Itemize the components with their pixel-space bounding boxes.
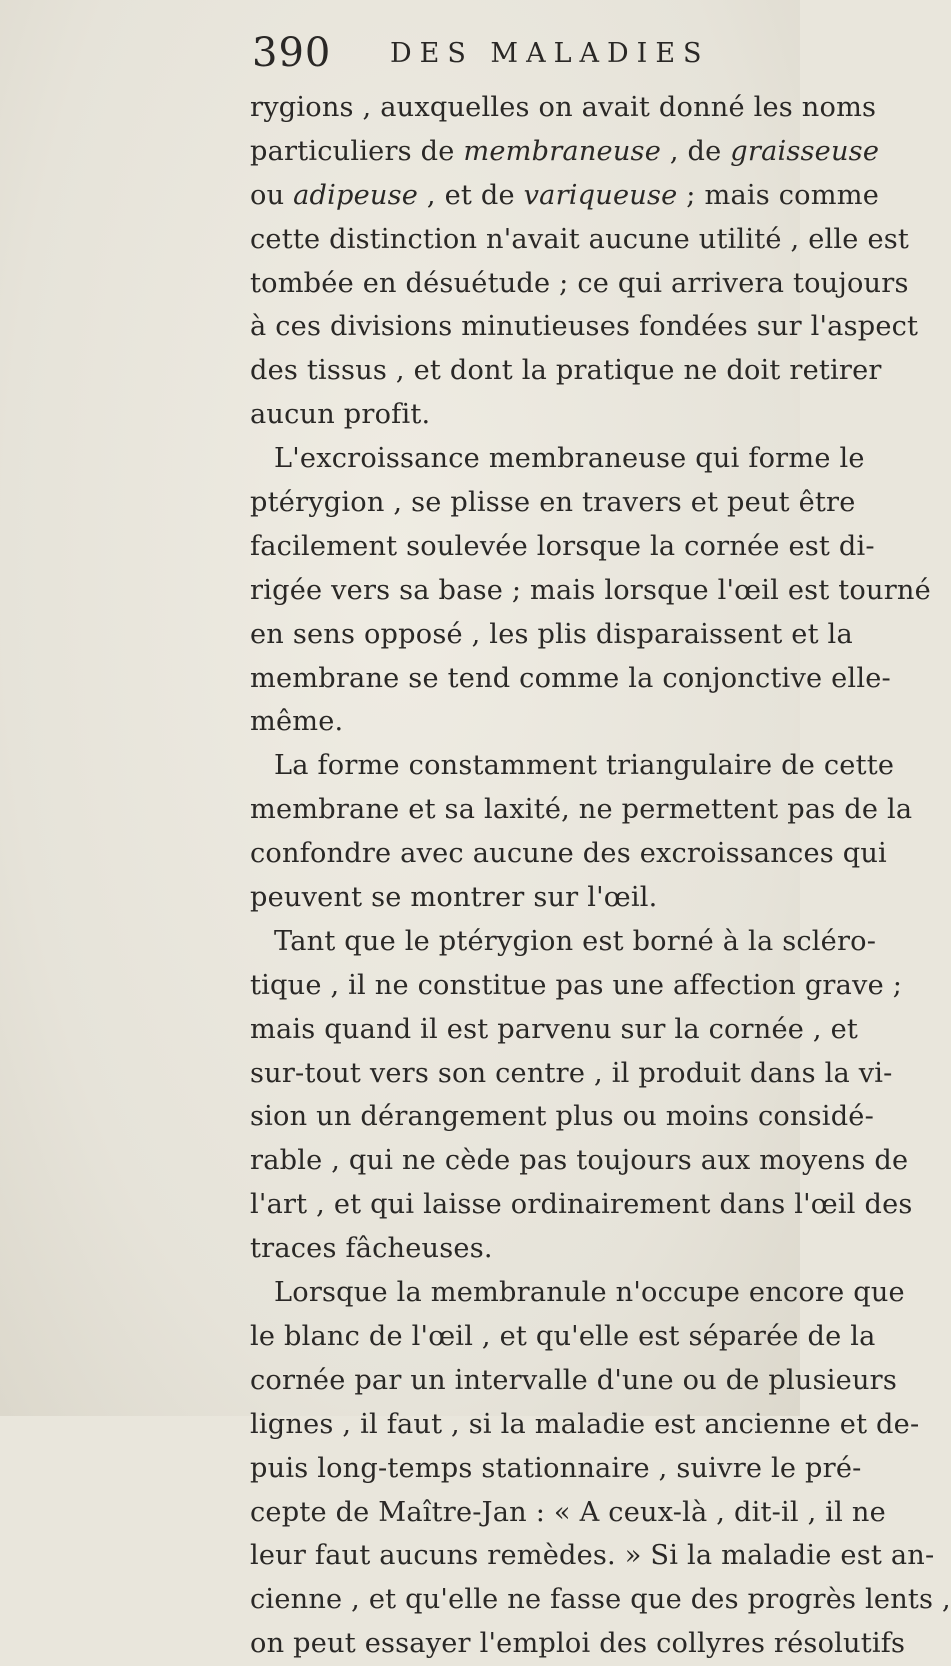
text-line [250, 1447, 862, 1491]
text-line [250, 1622, 906, 1666]
text-line [250, 1315, 876, 1359]
text-line [250, 700, 772, 744]
text-line [250, 393, 772, 437]
text-line [250, 218, 910, 262]
text-line [250, 1578, 951, 1622]
italic-term: graisseuse [730, 135, 880, 167]
text-run: confondre avec aucune des excroissances qui [250, 838, 887, 870]
text-run: cette distinction n'avait aucune utilité , elle est [250, 223, 910, 255]
running-head [0, 30, 800, 80]
text-run: rigée vers sa base ; mais lorsque l'œil est tourné [250, 574, 931, 606]
text-run: , et de [418, 179, 524, 211]
text-run: particuliers de [250, 135, 464, 167]
text-line [250, 744, 895, 788]
text-run: l'art , et qui laisse ordinairement dans l'œil des [250, 1189, 913, 1221]
text-line [250, 1271, 905, 1315]
text-line [250, 437, 865, 481]
text-run: tombée en désuétude ; ce qui arrivera toujours [250, 267, 909, 299]
text-run: le blanc de l'œil , et qu'elle est séparée de la [250, 1320, 876, 1352]
text-line [250, 876, 772, 920]
text-run: L'excroissance membraneuse qui forme le [274, 443, 865, 475]
text-run: rable , qui ne cède pas toujours aux moyens de [250, 1145, 909, 1177]
italic-term: variqueuse [523, 179, 678, 211]
text-run: lignes , il faut , si la maladie est ancienne et de- [250, 1408, 920, 1440]
text-run: Tant que le ptérygion est borné à la scléro- [274, 925, 877, 957]
text-line [250, 964, 903, 1008]
text-line [250, 1403, 920, 1447]
text-run: cienne , et qu'elle ne fasse que des progrès lents , [250, 1584, 951, 1616]
body-text [250, 86, 951, 1666]
text-line [250, 788, 913, 832]
text-line [250, 86, 877, 130]
text-line [250, 262, 909, 306]
text-line [250, 1052, 893, 1096]
text-run: cornée par un intervalle d'une ou de plusieurs [250, 1364, 898, 1396]
text-run: à ces divisions minutieuses fondées sur l'aspect [250, 311, 919, 343]
text-run: en sens opposé , les plis disparaissent et la [250, 618, 853, 650]
text-line [250, 1139, 909, 1183]
text-run: ; mais comme [677, 179, 880, 211]
text-line [250, 832, 887, 876]
text-run: mais quand il est parvenu sur la cornée , et [250, 1013, 858, 1045]
text-run: ou [250, 179, 294, 211]
text-run: peuvent se montrer sur l'œil. [250, 882, 658, 914]
text-run: Lorsque la membranule n'occupe encore que [274, 1277, 905, 1309]
italic-term: membraneuse [463, 135, 661, 167]
text-line [250, 130, 880, 174]
text-run: membrane et sa laxité, ne permettent pas de la [250, 794, 913, 826]
text-run: , de [661, 135, 731, 167]
text-line [250, 349, 882, 393]
text-run: aucun profit. [250, 399, 431, 431]
text-line [250, 1227, 772, 1271]
text-run: traces fâcheuses. [250, 1233, 493, 1265]
italic-term: adipeuse [293, 179, 419, 211]
running-title: DES MALADIES [390, 38, 710, 69]
text-run: tique , il ne constitue pas une affection grave ; [250, 969, 903, 1001]
text-line [250, 1359, 898, 1403]
text-run: même. [250, 706, 344, 738]
text-run: cepte de Maître-Jan : « A ceux-là , dit-il , il ne [250, 1496, 886, 1528]
text-run: puis long-temps stationnaire , suivre le pré- [250, 1452, 862, 1484]
text-line [250, 569, 931, 613]
text-line [250, 1534, 935, 1578]
text-line [250, 174, 880, 218]
text-line [250, 613, 853, 657]
text-run: ptérygion , se plisse en travers et peut être [250, 487, 856, 519]
text-line [250, 1095, 874, 1139]
text-line [250, 1491, 886, 1535]
text-run: sion un dérangement plus ou moins considé- [250, 1101, 874, 1133]
text-run: on peut essayer l'emploi des collyres résolutifs [250, 1628, 906, 1660]
text-line [250, 1008, 858, 1052]
text-run: La forme constamment triangulaire de cette [274, 750, 895, 782]
text-run: des tissus , et dont la pratique ne doit retirer [250, 355, 882, 387]
text-line [250, 305, 919, 349]
text-run: rygions , auxquelles on avait donné les noms [250, 92, 877, 123]
page-number: 390 [252, 30, 332, 76]
text-line [250, 1183, 913, 1227]
text-line [250, 525, 875, 569]
text-run: membrane se tend comme la conjonctive elle- [250, 662, 891, 694]
text-run: sur-tout vers son centre , il produit dans la vi- [250, 1057, 893, 1089]
text-line [250, 657, 891, 701]
text-run: leur faut aucuns remèdes. » Si la maladie est an- [250, 1540, 935, 1572]
text-line [250, 481, 856, 525]
text-run: facilement soulevée lorsque la cornée est di- [250, 530, 875, 562]
text-line [250, 920, 877, 964]
